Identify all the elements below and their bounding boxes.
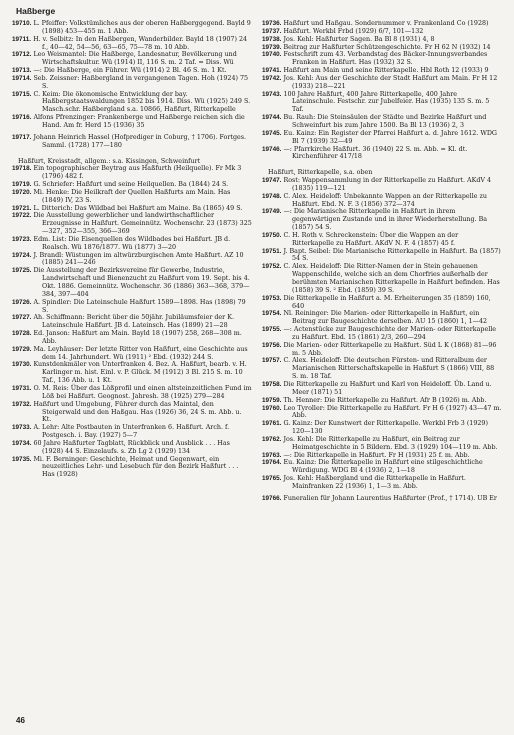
bibliography-entry bbox=[12, 314, 252, 330]
entry-number: 19733. bbox=[12, 424, 32, 432]
entry-text: 60 Jahre Haßfurter Tagblatt, Rückblick und Ausblick . . . Has (1928) 44 S. Einzelaufs. s. Zb Lg 2 (1929) 134 bbox=[33, 439, 230, 455]
entry-text: —: Actenstücke zur Baugeschichte der Marien- oder Ritterkapelle zu Haßfurt. Ebd. 15 (1861) 2/3, 260—294 bbox=[283, 326, 497, 341]
entry-number: 19727. bbox=[12, 314, 32, 322]
bibliography-entry bbox=[262, 208, 502, 232]
bibliography-entry bbox=[12, 361, 252, 385]
bibliography-entry bbox=[262, 420, 502, 436]
entry-text: Jos. Kehl: Haßfurter Sagen. Ba Bl 8 (1931) 4, 8 bbox=[283, 35, 435, 43]
entry-number: 19721. bbox=[12, 204, 32, 212]
entry-text: Die Ausstellung gewerblicher und landwirthschaftlicher Erzeugnisse in Haßfurt. Gemeinnütz. Wochenschr. 23 (1873) 325—327, 352—355, 366—369 bbox=[33, 212, 252, 236]
entry-number: 19714. bbox=[12, 74, 32, 82]
bibliography-entry bbox=[12, 67, 252, 75]
entry-number: 19746. bbox=[262, 145, 282, 153]
entry-text: Leo Weismantel: Die Haßberge, Landesnatur, Bevölkerung und Wirtschaftskultur. Wü (1914) II, 116 S. m. 2 Taf. = Diss. Wü bbox=[33, 51, 237, 67]
entry-text: J. Bapt. Seibel: Die Marianische Ritterkapelle in Haßfurt. Ba (1857) 54 S. bbox=[283, 247, 501, 263]
entry-text: C. H. Roth v. Schreckenstein: Über die Wappen an der Ritterkapelle zu Haßfurt. AKdV N. F. 4 (1857) 45 f. bbox=[283, 231, 459, 247]
entry-number: 19749. bbox=[262, 208, 282, 216]
entry-text: —: Pfarrkirche Haßfurt. 36 (1940) 22 S. m. Abb. = Kl. dt. Kirchenführer 417/18 bbox=[283, 145, 468, 161]
entry-number: 19736. bbox=[262, 20, 282, 27]
bibliography-entry bbox=[262, 405, 502, 421]
entry-text: C. Alex. Heideloff: Die deutschen Fürsten- und Ritteralbum der Marianischen Ritterschaftskapelle in Haßfurt S (1866) VIII, 88 S. m. 18 Taf. bbox=[283, 357, 495, 381]
entry-number: 19723. bbox=[12, 235, 32, 243]
entry-text: Festschrift zum 43. Verbandstag des Bäcker-Innungsverbandes Franken in Haßfurt. Has (1932) 32 S. bbox=[283, 51, 488, 67]
bibliography-entry bbox=[262, 475, 502, 491]
entry-number: 19724. bbox=[12, 251, 32, 259]
bibliography-entry bbox=[12, 165, 252, 181]
entry-text: 100 Jahre Haßfurt, 400 Jahre Ritterkapelle, 400 Jahre Lateinschule. Festschr. zur Jubelfeier. Has (1935) 135 S. m. 5 Taf. bbox=[283, 90, 490, 114]
entry-text: C. Alex. Heideloff: Unbekannte Wappen an der Ritterkapelle zu Haßfurt. Ebd. N. F. 3 (1856) 372—374 bbox=[283, 192, 487, 208]
entry-number: 19735. bbox=[12, 455, 32, 463]
entry-number: 19753. bbox=[262, 294, 282, 302]
entry-number: 19718. bbox=[12, 165, 32, 173]
bibliography-entry bbox=[262, 381, 502, 397]
entry-text: Th. Henner: Die Ritterkapelle zu Haßfurt. Afr B (1926) m. Abb. bbox=[283, 396, 487, 404]
entry-number: 19765. bbox=[262, 475, 282, 483]
entry-number: 19732. bbox=[12, 400, 32, 408]
entry-text: C. Alex. Heideloff: Die Ritter-Namen der in Stein gehauenen Wappenschilde, welche sich an dem Chorfries außerhalb der berühmten Marianischen Ritterkapelle in Haßfurt befinden. Has (1858) 39 S. ² Ebd. (1859) 39 S. bbox=[283, 263, 500, 294]
entry-number: 19712. bbox=[12, 51, 32, 59]
entry-text: Ah. Schiffmann: Bericht über die 50jähr. Jubiläumsfeier der K. Lateinschule Haßfurt. JB d. Lateinsch. Has (1899) 21—28 bbox=[33, 314, 234, 330]
entry-text: Haßfurt und Umgebung, Führer durch das Maintal, den Steigerwald und den Haßgau. Has (1926) 36, 24 S. m. Abb. u. Kt. bbox=[33, 400, 242, 424]
entry-number: 19757. bbox=[262, 357, 282, 365]
entry-number: 19731. bbox=[12, 384, 32, 392]
entry-number: 19763. bbox=[262, 451, 282, 459]
bibliography-entry bbox=[262, 146, 502, 162]
entry-number: 19720. bbox=[12, 188, 32, 196]
entry-number: 19715. bbox=[12, 90, 32, 98]
bibliography-entry bbox=[262, 397, 502, 405]
bibliography-entry bbox=[262, 295, 502, 311]
entry-number: 19740. bbox=[262, 51, 282, 59]
right-column bbox=[262, 20, 502, 503]
entry-number: 19730. bbox=[12, 361, 32, 369]
bibliography-entry bbox=[262, 130, 502, 146]
bibliography-entry bbox=[262, 248, 502, 264]
section-heading: Haßfurt, Kreisstadt, allgem.: s.a. Kissingen, Schweinfurt bbox=[18, 157, 201, 165]
bibliography-entry bbox=[12, 51, 252, 67]
bibliography-entry bbox=[12, 330, 252, 346]
entry-text: Seb. Zeissner: Haßbergland in vergangenen Tagen. Hoh (1924) 75 S. bbox=[33, 74, 249, 90]
entry-text: Haßfurt. Werkbl Frbd (1929) 6/7, 101—132 bbox=[283, 27, 424, 35]
columns bbox=[12, 20, 502, 503]
entry-text: G. Kainz: Der Kunstwert der Ritterkapelle. Werkbl Frb 3 (1929) 120—130 bbox=[283, 420, 488, 436]
bibliography-entry bbox=[12, 299, 252, 315]
entry-text: Johann Heinrich Hassel (Hofprediger in Coburg, † 1706). Fortges. Samml. (1728) 177—180 bbox=[33, 133, 247, 149]
entry-text: H. v. Selbitz: In den Haßbergen, Wanderbilder. Bayld 18 (1907) 24 f., 40—42, 54—56, 63—65, 75—78 m. 10 Abb. bbox=[33, 35, 248, 51]
bibliography-entry bbox=[262, 75, 502, 91]
bibliography-entry bbox=[12, 91, 252, 115]
bibliography-entry bbox=[262, 495, 502, 503]
entry-number: 19737. bbox=[262, 27, 282, 35]
bibliography-entry bbox=[12, 424, 252, 440]
bibliography-entry bbox=[262, 459, 502, 475]
entry-number: 19748. bbox=[262, 192, 282, 200]
bibliography-entry bbox=[12, 134, 252, 150]
bibliography-entry bbox=[262, 177, 502, 193]
running-header: Haßberge bbox=[16, 6, 56, 16]
entry-text: Jos. Kehl: Die Ritterkapelle zu Haßfurt, ein Beitrag zur Heimatgeschichte in 5 Bildern. Ebd. 3 (1929) 104—119 m. Abb. bbox=[283, 435, 498, 451]
entry-text: Rost: Wappensammlung in der Ritterkapelle zu Haßfurt. AKdV 4 (1835) 119—121 bbox=[283, 177, 492, 192]
entry-text: Die Ausstellung der Bezirksvereine für Gewerbe, Industrie, Landwirtschaft und Bienenzucht zu Haßfurt vom 19. Sept. bis 4. Okt. 1886. Gemeinnütz. Wochenschr. 36 (1886) 363—368, 379—384, 397—404 bbox=[33, 267, 250, 298]
entry-text: Haßfurt am Main und seine Ritterkapelle. Hbl Roth 12 (1933) 9 bbox=[283, 67, 489, 75]
entry-number: 19745. bbox=[262, 129, 282, 137]
bibliography-entry bbox=[12, 456, 252, 480]
entry-number: 19729. bbox=[12, 345, 32, 353]
entry-text: Eu. Kainz: Ein Register der Pfarrei Haßfurt a. d. Jahre 1612. WDG Bl 7 (1939) 32—49 bbox=[283, 129, 497, 145]
bibliography-entry bbox=[12, 236, 252, 252]
entry-number: 19760. bbox=[262, 404, 282, 412]
bibliography-entry bbox=[12, 252, 252, 268]
bibliography-entry bbox=[262, 232, 502, 248]
bibliography-entry bbox=[12, 114, 252, 130]
bibliography-entry bbox=[262, 342, 502, 358]
bibliography-entry bbox=[12, 212, 252, 236]
entry-text: Jos. Kehl: Aus der Geschichte der Stadt Haßfurt am Main. Fr H 12 (1933) 218—221 bbox=[283, 74, 498, 90]
entry-text: Alfons Pfrenzinger: Frankenberge und Haßberge reichen sich die Hand. Am fr. Herd 15 (1936) 35 bbox=[33, 114, 245, 129]
entry-text: Funeralien für Johann Laurentius Haßfurter (Prof., † 1714). UB Er bbox=[283, 494, 497, 502]
entry-number: 19759. bbox=[262, 396, 282, 404]
entry-number: 19741. bbox=[262, 67, 282, 75]
bibliography-entry bbox=[12, 385, 252, 401]
entry-number: 19751. bbox=[262, 247, 282, 255]
bibliography-entry bbox=[262, 91, 502, 115]
entry-number: 19750. bbox=[262, 231, 282, 239]
entry-number: 19716. bbox=[12, 114, 32, 122]
entry-text: Mi. Henke: Die Heilkraft der Quellen Haßfurts am Main. Has (1849) IV, 23 S. bbox=[33, 188, 231, 204]
entry-number: 19754. bbox=[262, 310, 282, 318]
entry-text: G. Schriefer: Haßfurt und seine Heilquellen. Ba (1844) 24 S. bbox=[33, 181, 229, 189]
bibliography-entry bbox=[12, 267, 252, 298]
bibliography-entry bbox=[262, 51, 502, 67]
section-spacer bbox=[262, 161, 502, 165]
entry-number: 19756. bbox=[262, 341, 282, 349]
page-number: 46 bbox=[16, 716, 25, 725]
entry-text: —: Die Marianische Ritterkapelle in Haßfurt in ihrem gegenwärtigen Zustande und in ihrer Wiederherstellung. Ba (1857) 54 S. bbox=[283, 208, 488, 232]
entry-number: 19764. bbox=[262, 459, 282, 467]
entry-text: Ma. Leyhäuser: Der letzte Ritter von Haßfurt, eine Geschichte aus dem 14. Jahrhundert. Wü (1911) ² Ebd. (1932) 244 S. bbox=[33, 345, 248, 361]
section-spacer bbox=[12, 150, 252, 154]
bibliography-entry bbox=[12, 75, 252, 91]
entry-number: 19752. bbox=[262, 263, 282, 271]
entry-text: O. M. Reis: Über das Lößprofil und einen altsteinzeitlichen Fund im Löß bei Haßfurt. Geognost. Jahresh. 38 (1925) 279—284 bbox=[33, 384, 252, 400]
entry-text: Beitrag zur Haßfurter Schützengeschichte. Fr H 62 N (1932) 14 bbox=[283, 43, 491, 51]
entry-text: Ein topographischer Beytrag aus Haßfurth (Heilquelle). Fr Mk 3 (1796) 482 f. bbox=[33, 165, 242, 181]
bibliography-entry bbox=[262, 193, 502, 209]
entry-number: 19742. bbox=[262, 74, 282, 82]
entry-number: 19725. bbox=[12, 267, 32, 275]
bibliography-entry bbox=[262, 263, 502, 294]
entry-number: 19747. bbox=[262, 177, 282, 185]
entry-number: 19755. bbox=[262, 326, 282, 334]
entry-text: A. Lehr: Alte Postbauten in Unterfranken 6. Haßfurt. Arch. f. Postgesch. i. Bay. (1927) 5—7 bbox=[33, 424, 230, 440]
entry-number: 19713. bbox=[12, 67, 32, 75]
bibliography-entry bbox=[262, 310, 502, 326]
entry-text: —: Die Ritterkapelle in Haßfurt. Fr H (1931) 25 f. m. Abb. bbox=[283, 451, 470, 459]
entry-text: Jos. Kehl: Haßbergland und die Ritterkapelle in Haßfurt. Mainfranken 22 (1936) 1, 1—3 m. Abb. bbox=[283, 475, 466, 490]
entry-number: 19738. bbox=[262, 35, 282, 43]
entry-number: 19710. bbox=[12, 20, 32, 27]
bibliography-entry bbox=[262, 114, 502, 130]
entry-text: Kunstdenkmäler von Unterfranken 4. Bez. A. Haßfurt, bearb. v. H. Karlinger m. hist. Einl. v. P. Glück. M (1912) 3 Bl. 215 S. m. 10 Taf., 136 Abb. u. 1 Kt. bbox=[33, 361, 247, 385]
entry-number: 19722. bbox=[12, 212, 32, 220]
entry-number: 19744. bbox=[262, 114, 282, 122]
entry-text: Bu. Rauh: Die Steinsäulen der Städte und Bezirke Haßfurt und Schweinfurt bis zum Jahre 1500. Ba Bl 13 (1936) 2, 3 bbox=[283, 114, 487, 129]
entry-text: Die Marien- oder Ritterkapelle zu Haßfurt. Süd L K (1868) 81—96 m. 5 Abb. bbox=[283, 341, 497, 357]
entry-text: A. Spindler: Die Lateinschule Haßfurt 1589—1898. Has (1898) 79 S. bbox=[33, 298, 246, 314]
entry-text: Die Ritterkapelle in Haßfurt a. M. Erheiterungen 35 (1859) 160, 640 bbox=[283, 294, 491, 310]
entry-number: 19717. bbox=[12, 133, 32, 141]
entry-number: 19743. bbox=[262, 90, 282, 98]
entry-text: Nl. Reininger: Die Marien- oder Ritterkapelle in Haßfurt, ein Beitrag zur Baugeschichte derselben. AU 15 (1860) 1, 1—42 bbox=[283, 310, 488, 326]
bibliography-entry bbox=[12, 440, 252, 456]
bibliography-entry bbox=[12, 20, 252, 36]
entry-text: Edm. List: Die Eisenquellen des Wildbades bei Haßfurt. JB d. Realsch. Wü 1876/1877. Wü (1877) 3—20 bbox=[33, 235, 231, 251]
bibliography-entry bbox=[12, 36, 252, 52]
entry-text: J. Brandl: Wüstungen im altwürzburgischen Amte Haßfurt. AZ 10 (1885) 241—246 bbox=[33, 251, 244, 267]
entry-number: 19726. bbox=[12, 298, 32, 306]
entry-number: 19758. bbox=[262, 380, 282, 388]
entry-number: 19728. bbox=[12, 330, 32, 338]
entry-text: Haßfurt und Haßgau. Sondernummer v. Frankenland Co (1928) bbox=[283, 20, 489, 27]
bibliography-entry bbox=[262, 20, 502, 28]
entry-text: Leo Tyroller: Die Ritterkapelle zu Haßfurt. Fr H 6 (1927) 43—47 m. Abb. bbox=[283, 404, 502, 420]
entry-number: 19719. bbox=[12, 181, 32, 189]
entry-text: —: Die Haßberge, ein Führer. Wü (1914) 2 Bl. 46 S. m. 1 Kt. bbox=[33, 67, 227, 75]
entry-number: 19766. bbox=[262, 494, 282, 502]
bibliography-entry bbox=[262, 28, 502, 36]
entry-text: L. Ditterich: Das Wildbad bei Haßfurt am Maine. Ba (1865) 49 S. bbox=[33, 204, 243, 212]
entry-text: Eu. Kainz: Die Ritterkapelle in Haßfurt eine stilgeschichtliche Würdigung. WDG Bl 4 (1936) 2, 1—18 bbox=[283, 459, 483, 475]
entry-number: 19739. bbox=[262, 43, 282, 51]
entry-text: Ed. Janson: Haßfurt am Main. Bayld 18 (1907) 258, 268—308 m. Abb. bbox=[33, 330, 242, 345]
entry-number: 19762. bbox=[262, 435, 282, 443]
entry-text: Die Ritterkapelle zu Haßfurt und Karl von Heideloff. Üb. Land u. Meer (1871) 51 bbox=[283, 380, 492, 396]
entry-number: 19734. bbox=[12, 439, 32, 447]
bibliography-entry bbox=[262, 36, 502, 44]
bibliography-entry bbox=[262, 436, 502, 452]
entry-text: L. Pfeiffer: Volkstümliches aus der oberen Haßberggegend. Bayld 9 (1898) 453—455 m. 1 Abb. bbox=[33, 20, 251, 35]
bibliography-entry bbox=[262, 357, 502, 381]
bibliography-entry bbox=[12, 346, 252, 362]
bibliography-entry bbox=[12, 189, 252, 205]
left-column bbox=[12, 20, 252, 503]
entry-text: C. Keim: Die ökonomische Entwicklung der bay. Haßbergstaatswaldungen 1852 bis 1914. Diss. Wü (1925) 249 S. Masch.schr. Haßbergland s.a. 10866, Haßfurt, Ritterkapelle bbox=[33, 90, 251, 114]
bibliography-entry bbox=[262, 67, 502, 75]
bibliography-entry bbox=[12, 401, 252, 425]
entry-text: Mi. F. Berninger: Geschichte, Heimat und Gegenwart, ein neuzeitliches Lehr- und Lesebuch für den Bezirk Haßfurt . . . Has (1928) bbox=[33, 455, 239, 479]
section-heading: Haßfurt, Ritterkapelle, s.a. oben bbox=[268, 169, 373, 177]
bibliography-entry bbox=[262, 326, 502, 342]
bibliography-entry bbox=[12, 181, 252, 189]
entry-number: 19761. bbox=[262, 420, 282, 428]
entry-number: 19711. bbox=[12, 35, 32, 43]
